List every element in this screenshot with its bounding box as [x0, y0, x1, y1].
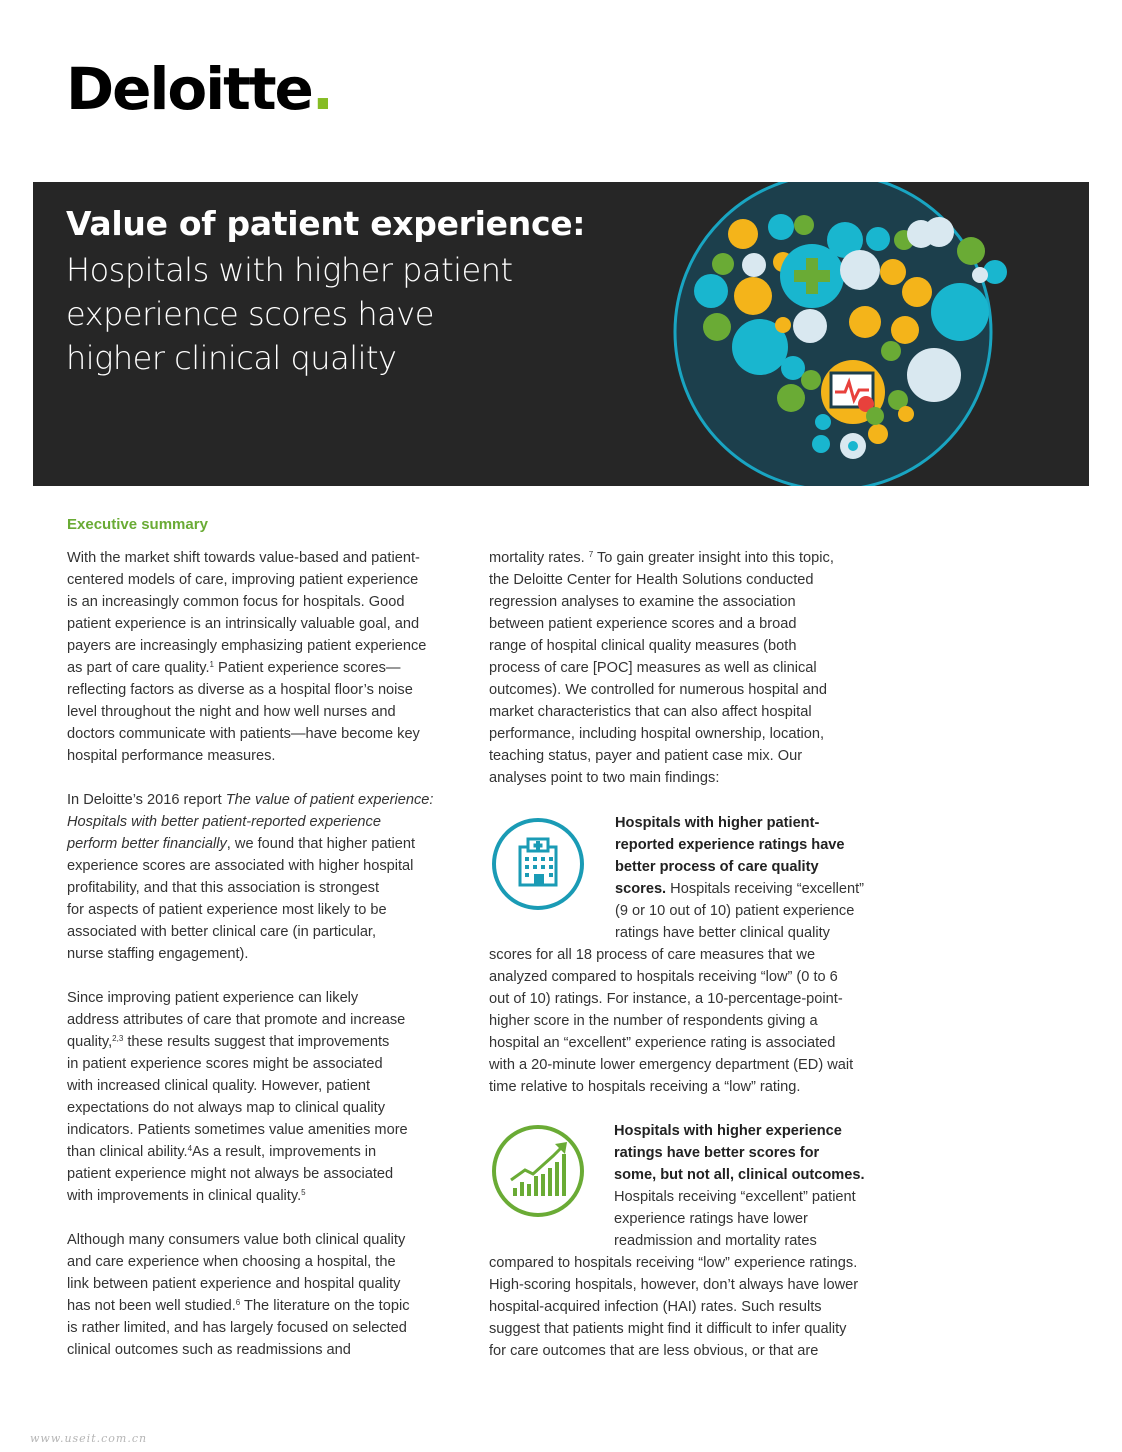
text-line	[615, 878, 905, 900]
text-line: the Deloitte Center for Health Solutions conducted	[489, 572, 814, 588]
text-line	[614, 1164, 904, 1186]
left-column	[67, 547, 462, 1361]
text-line	[489, 547, 889, 569]
right-column-intro	[489, 547, 889, 789]
text-line: regression analyses to examine the association	[489, 594, 796, 610]
text-line: indicators. Patients sometimes value amenities more	[67, 1122, 408, 1138]
footnote-ref: 4	[187, 1144, 193, 1153]
footnote-ref: 5	[301, 1188, 306, 1197]
text-line: High-scoring hospitals, however, don’t always have lower	[489, 1277, 859, 1293]
hero-title: Value of patient experience:	[66, 204, 586, 243]
text-line: doctors communicate with patients—have become key	[67, 726, 420, 742]
finding-1-heading: Hospitals with higher patient-	[615, 815, 820, 831]
text-fragment: than clinical ability.	[67, 1144, 188, 1160]
text-line: payers are increasingly emphasizing patient experience	[67, 638, 427, 654]
text-line: patient experience might not always be associated	[67, 1166, 394, 1182]
text-line: range of hospital clinical quality measures (both	[489, 638, 797, 654]
text-line: in patient experience scores might be associated	[67, 1056, 383, 1072]
text-line	[614, 1120, 904, 1142]
footnote-ref: 1	[209, 660, 214, 669]
text-line	[67, 833, 462, 855]
text-line: out of 10) ratings. For instance, a 10-percentage-point-	[489, 991, 843, 1007]
text-line: experience ratings have lower	[614, 1211, 808, 1227]
deloitte-logo	[66, 55, 332, 123]
text-fragment: with improvements in clinical quality.	[67, 1188, 302, 1204]
text-line: teaching status, payer and patient case mix. Our	[489, 748, 803, 764]
text-fragment: In Deloitte’s 2016 report	[67, 792, 226, 808]
text-fragment: The literature on the topic	[240, 1298, 410, 1314]
text-line: analyses point to two main findings:	[489, 770, 720, 786]
executive-summary-heading: Executive summary	[67, 516, 208, 533]
text-line: With the market shift towards value-based and patient-	[67, 550, 420, 566]
finding-1-heading: better process of care quality	[615, 859, 819, 875]
text-line: (9 or 10 out of 10) patient experience	[615, 903, 855, 919]
text-line: reflecting factors as diverse as a hospital floor’s noise	[67, 682, 413, 698]
text-line: profitability, and that this association is strongest	[67, 880, 380, 896]
footnote-ref: 2,3	[112, 1034, 124, 1043]
finding-2-body	[489, 1252, 889, 1362]
text-line: time relative to hospitals receiving a “low” rating.	[489, 1079, 801, 1095]
text-fragment: Hospitals receiving “excellent”	[666, 881, 865, 897]
text-line: is rather limited, and has largely focused on selected	[67, 1320, 407, 1336]
text-fragment: , we found that higher patient	[226, 836, 416, 852]
text-line: analyzed compared to hospitals receiving “low” (0 to 6	[489, 969, 838, 985]
text-line: Although many consumers value both clinical quality	[67, 1232, 406, 1248]
hero-subtitle	[66, 248, 586, 380]
text-line: centered models of care, improving patient experience	[67, 572, 419, 588]
text-fragment: Patient experience scores—	[213, 660, 401, 676]
text-line: compared to hospitals receiving “low” experience ratings.	[489, 1255, 858, 1271]
text-line	[67, 1185, 462, 1207]
text-line: address attributes of care that promote and increase	[67, 1012, 406, 1028]
text-line	[615, 856, 905, 878]
text-fragment: as part of care quality.	[67, 660, 210, 676]
text-line	[67, 657, 462, 679]
text-fragment: these results suggest that improvements	[123, 1034, 390, 1050]
text-line: clinical outcomes such as readmissions and	[67, 1342, 351, 1358]
text-line: experience scores are associated with higher hospital	[67, 858, 414, 874]
text-line: with a 20-minute lower emergency department (ED) wait	[489, 1057, 854, 1073]
text-line	[67, 789, 462, 811]
text-line	[614, 1142, 904, 1164]
growth-chart-icon	[491, 1124, 585, 1218]
text-line: patient experience is an intrinsically valuable goal, and	[67, 616, 420, 632]
logo-dot: .	[311, 55, 332, 123]
text-line: hospital-acquired infection (HAI) rates. Such results	[489, 1299, 822, 1315]
footnote-ref: 7	[588, 550, 594, 559]
finding-2-heading: some, but not all, clinical outcomes.	[614, 1167, 865, 1183]
text-line: level throughout the night and how well nurses and	[67, 704, 396, 720]
finding-1-header	[615, 812, 905, 944]
text-line: nurse staffing engagement).	[67, 946, 249, 962]
text-line: with increased clinical quality. However, patient	[67, 1078, 371, 1094]
text-line: hospital an “excellent” experience rating is associated	[489, 1035, 836, 1051]
text-line: suggest that patients might find it difficult to infer quality	[489, 1321, 847, 1337]
text-line: outcomes). We controlled for numerous hospital and	[489, 682, 827, 698]
text-line: is an increasingly common focus for hospitals. Good	[67, 594, 405, 610]
text-line: for care outcomes that are less obvious, or that are	[489, 1343, 819, 1359]
text-fragment: To gain greater insight into this topic,	[593, 550, 834, 566]
report-title: perform better financially	[67, 836, 227, 852]
text-line: hospital performance measures.	[67, 748, 276, 764]
text-line	[615, 834, 905, 856]
heart-of-medical-icons-illustration	[623, 182, 1043, 486]
text-line: process of care [POC] measures as well as clinical	[489, 660, 817, 676]
hero-subtitle-line: higher clinical quality	[66, 339, 397, 377]
watermark: www.useit.com.cn	[30, 1432, 148, 1445]
hospital-building-icon	[491, 817, 585, 911]
report-title: The value of patient experience:	[225, 792, 434, 808]
hero-banner	[33, 182, 1089, 486]
text-fragment: quality,	[67, 1034, 113, 1050]
text-line: expectations do not always map to clinical quality	[67, 1100, 385, 1116]
text-line: higher score in the number of respondents giving a	[489, 1013, 818, 1029]
text-line: and care experience when choosing a hospital, the	[67, 1254, 396, 1270]
text-line: ratings have better clinical quality	[615, 925, 830, 941]
text-line: between patient experience scores and a broad	[489, 616, 797, 632]
report-title: Hospitals with better patient-reported experience	[67, 814, 381, 830]
footnote-ref: 6	[235, 1298, 241, 1307]
text-line: link between patient experience and hospital quality	[67, 1276, 401, 1292]
finding-1-heading: reported experience ratings have	[615, 837, 845, 853]
logo-text: Deloitte	[66, 55, 312, 123]
finding-2-heading: ratings have better scores for	[614, 1145, 820, 1161]
finding-2-header	[614, 1120, 904, 1252]
text-line: readmission and mortality rates	[614, 1233, 817, 1249]
finding-1-heading: scores.	[615, 881, 667, 897]
text-line	[67, 1141, 462, 1163]
text-line: for aspects of patient experience most likely to be	[67, 902, 387, 918]
text-line: performance, including hospital ownership, location,	[489, 726, 825, 742]
text-line	[67, 1295, 462, 1317]
text-fragment: As a result, improvements in	[192, 1144, 377, 1160]
text-fragment: has not been well studied.	[67, 1298, 236, 1314]
text-line: associated with better clinical care (in particular,	[67, 924, 377, 940]
text-line	[67, 811, 462, 833]
finding-1-body	[489, 944, 889, 1098]
text-fragment: mortality rates.	[489, 550, 589, 566]
text-line: market characteristics that can also affect hospital	[489, 704, 812, 720]
text-line	[67, 1031, 462, 1053]
text-line	[615, 812, 905, 834]
text-line: Hospitals receiving “excellent” patient	[614, 1189, 856, 1205]
hero-subtitle-line: experience scores have	[66, 295, 434, 333]
hero-subtitle-line: Hospitals with higher patient	[66, 251, 513, 289]
text-line: Since improving patient experience can likely	[67, 990, 359, 1006]
text-line: scores for all 18 process of care measures that we	[489, 947, 816, 963]
finding-2-heading: Hospitals with higher experience	[614, 1123, 842, 1139]
